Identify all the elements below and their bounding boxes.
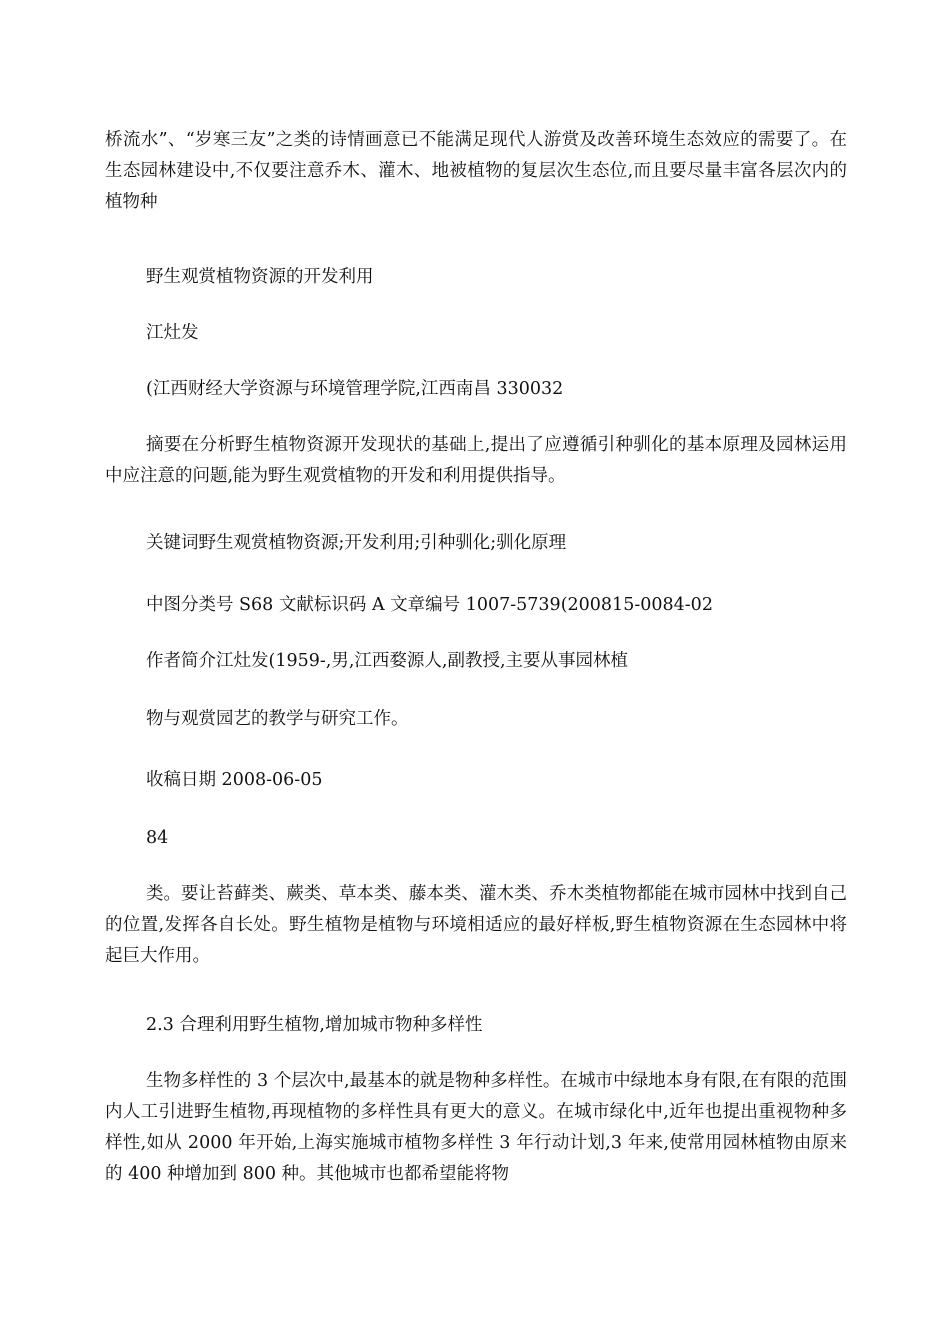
author-affiliation: (江西财经大学资源与环境管理学院,江西南昌 330032 xyxy=(146,379,564,399)
received-date: 收稿日期 2008-06-05 xyxy=(146,770,323,790)
page-number: 84 xyxy=(146,828,169,848)
article-title: 野生观赏植物资源的开发利用 xyxy=(146,267,374,287)
author-bio: 作者简介江灶发(1959-,男,江西婺源人,副教授,主要从事园林植 xyxy=(146,651,629,671)
classification-info: 中图分类号 S68 文献标识码 A 文章编号 1007-5739(200815-0084-02 xyxy=(146,595,713,615)
paragraph-plant-types: 类。要让苔藓类、蕨类、草本类、藤本类、灌木类、乔木类植物都能在城市园林中找到自己的位置,发挥各自长处。野生植物是植物与环境相适应的最好样板,野生植物资源在生态园林中将起巨大作用。 xyxy=(105,884,847,966)
paragraph-continuation: 桥流水”、“岁寒三友”之类的诗情画意已不能满足现代人游赏及改善环境生态效应的需要了。在生态园林建设中,不仅要注意乔木、灌木、地被植物的复层次生态位,而且要尽量丰富各层次内的植物种 xyxy=(105,130,847,212)
paragraph-biodiversity: 生物多样性的 3 个层次中,最基本的就是物种多样性。在城市中绿地本身有限,在有限的范围内人工引进野生植物,再现植物的多样性具有更大的意义。在城市绿化中,近年也提出重视物种多样性,如从 2000 年开始,上海实施城市植物多样性 3 年行动计划,3 年来,使常用园林植物由原来的 400 种增加到 800 种。其他城市也都希望能将物 xyxy=(105,1071,847,1184)
author-bio-continued: 物与观赏园艺的教学与研究工作。 xyxy=(146,709,409,729)
abstract: 摘要在分析野生植物资源开发现状的基础上,提出了应遵循引种驯化的基本原理及园林运用中应注意的问题,能为野生观赏植物的开发和利用提供指导。 xyxy=(105,435,847,486)
section-heading-2-3: 2.3 合理利用野生植物,增加城市物种多样性 xyxy=(146,1015,483,1035)
author-name: 江灶发 xyxy=(146,323,199,343)
keywords: 关键词野生观赏植物资源;开发利用;引种驯化;驯化原理 xyxy=(146,533,567,553)
